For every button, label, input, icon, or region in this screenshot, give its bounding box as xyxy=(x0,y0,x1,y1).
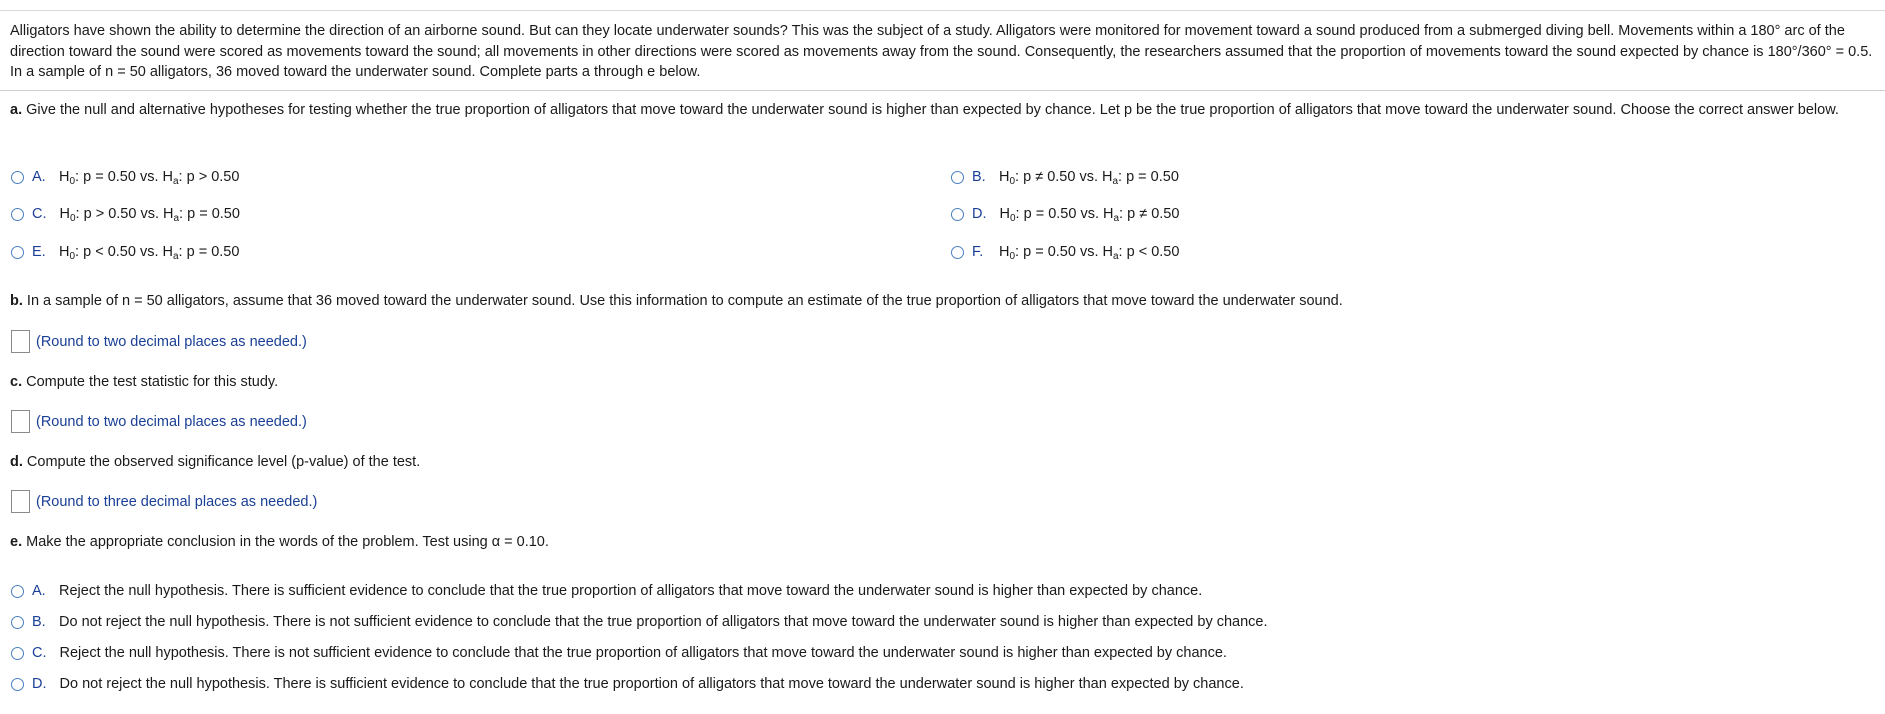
part-b-hint: (Round to two decimal places as needed.) xyxy=(36,333,307,350)
part-a-option-d[interactable] xyxy=(951,206,1179,222)
option-text: $H_0$: p < 0.50 vs. $H_a$: p = 0.50 xyxy=(59,244,240,262)
option-text: Do not reject the null hypothesis. There is not sufficient evidence to conclude that the true proportion of alligators that move toward the underwater sound is higher than expected by chance. xyxy=(59,614,1268,630)
problem-intro: Alligators have shown the ability to determine the direction of an airborne sound. But can they locate underwater sounds? This was the subject of a study. Alligators were monitored for movement toward a sound produced from a submerged diving bell. Movements within a 180° arc of the direction toward the sound were scored as movements toward the sound; all movements in other directions were scored as movements away from the sound. Consequently, the researchers assumed that the proportion of movements toward the sound expected by chance is 180°/360° = 0.5. In a sample of n = 50 alligators, 36 moved toward the underwater sound. Complete parts a through e below. xyxy=(10,23,1873,80)
part-a-letter: a. xyxy=(10,102,23,118)
part-d-prompt: Compute the observed significance level (p-value) of the test. xyxy=(26,454,421,470)
part-d-answer-row xyxy=(11,490,317,513)
part-a-option-a[interactable] xyxy=(11,169,239,185)
part-c-letter: c. xyxy=(10,374,23,390)
part-b-answer-row xyxy=(11,330,307,353)
part-e-option-d[interactable] xyxy=(11,676,1244,692)
option-text: $H_0$: p > 0.50 vs. $H_a$: p = 0.50 xyxy=(59,206,240,224)
option-text: $H_0$: p = 0.50 vs. $H_a$: p ≠ 0.50 xyxy=(999,206,1180,224)
radio-button[interactable] xyxy=(951,246,964,259)
radio-button[interactable] xyxy=(951,171,964,184)
option-letter: C. xyxy=(32,206,47,222)
part-a-prompt: Give the null and alternative hypotheses for testing whether the true proportion of alligators that move toward the underwater sound is higher than expected by chance. Let p be the true proportion of alligators that move toward the underwater sound. Choose the correct answer below. xyxy=(26,102,1839,118)
radio-button[interactable] xyxy=(11,171,24,184)
part-d-hint: (Round to three decimal places as needed.) xyxy=(36,493,318,510)
option-letter: D. xyxy=(972,206,987,222)
part-b-question xyxy=(10,291,1878,311)
radio-button[interactable] xyxy=(11,208,24,221)
radio-button[interactable] xyxy=(11,585,24,598)
part-c-prompt: Compute the test statistic for this study. xyxy=(26,374,279,390)
option-letter: B. xyxy=(972,169,986,185)
option-letter: D. xyxy=(32,676,47,692)
part-d-answer-input[interactable] xyxy=(11,490,30,513)
radio-button[interactable] xyxy=(951,208,964,221)
part-a-option-c[interactable] xyxy=(11,206,240,222)
option-letter: A. xyxy=(32,169,46,185)
part-c-question xyxy=(10,372,1878,392)
part-c-hint: (Round to two decimal places as needed.) xyxy=(36,413,307,430)
part-d-letter: d. xyxy=(10,454,23,470)
part-c-answer-row xyxy=(11,410,307,433)
part-e-option-c[interactable] xyxy=(11,645,1227,661)
part-b-answer-input[interactable] xyxy=(11,330,30,353)
top-divider xyxy=(0,10,1885,11)
option-text: $H_0$: p = 0.50 vs. $H_a$: p < 0.50 xyxy=(999,244,1180,262)
part-d-question xyxy=(10,452,1878,472)
part-a-option-e[interactable] xyxy=(11,244,239,260)
option-letter: E. xyxy=(32,244,46,260)
radio-button[interactable] xyxy=(11,678,24,691)
part-e-letter: e. xyxy=(10,534,23,550)
option-text: Do not reject the null hypothesis. There is sufficient evidence to conclude that the true proportion of alligators that move toward the underwater sound is higher than expected by chance. xyxy=(59,676,1244,692)
option-letter: C. xyxy=(32,645,47,661)
part-a-option-f[interactable] xyxy=(951,244,1179,260)
option-letter: A. xyxy=(32,583,46,599)
radio-button[interactable] xyxy=(11,246,24,259)
part-a-question xyxy=(10,100,1878,120)
option-text: Reject the null hypothesis. There is not sufficient evidence to conclude that the true proportion of alligators that move toward the underwater sound is higher than expected by chance. xyxy=(59,645,1227,661)
radio-button[interactable] xyxy=(11,616,24,629)
part-b-letter: b. xyxy=(10,293,23,309)
part-b-prompt: In a sample of n = 50 alligators, assume that 36 moved toward the underwater sound. Use this information to compute an estimate of the true proportion of alligators that move toward the underwater sound. xyxy=(26,293,1343,309)
option-letter: B. xyxy=(32,614,46,630)
part-e-question xyxy=(10,532,1878,552)
option-text: Reject the null hypothesis. There is sufficient evidence to conclude that the true proportion of alligators that move toward the underwater sound is higher than expected by chance. xyxy=(59,583,1203,599)
option-text: $H_0$: p ≠ 0.50 vs. $H_a$: p = 0.50 xyxy=(999,169,1179,187)
part-e-option-a[interactable] xyxy=(11,583,1202,599)
option-text: $H_0$: p = 0.50 vs. $H_a$: p > 0.50 xyxy=(59,169,240,187)
part-a-option-b[interactable] xyxy=(951,169,1179,185)
part-e-prompt: Make the appropriate conclusion in the words of the problem. Test using α = 0.10. xyxy=(26,534,549,550)
part-e-option-b[interactable] xyxy=(11,614,1268,630)
radio-button[interactable] xyxy=(11,647,24,660)
option-letter: F. xyxy=(972,244,984,260)
part-c-answer-input[interactable] xyxy=(11,410,30,433)
section-divider xyxy=(0,90,1885,91)
